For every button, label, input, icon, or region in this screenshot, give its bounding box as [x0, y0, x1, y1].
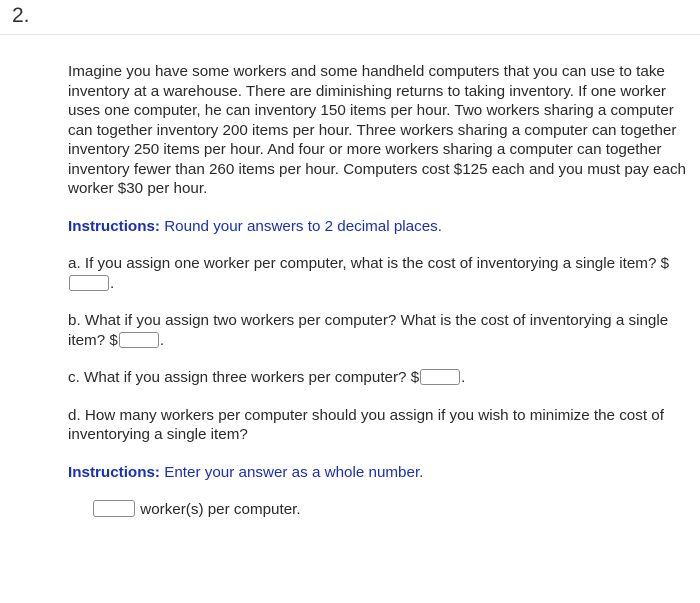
question-a-text: a. If you assign one worker per computer, what is the cost of inventorying a single item? $ [68, 255, 670, 272]
question-d-answer-suffix: worker(s) per computer. [140, 501, 301, 518]
question-number: 2. [12, 4, 30, 27]
instructions-whole-number [68, 463, 694, 483]
instructions-label: Instructions: [68, 463, 160, 481]
answer-a-input[interactable] [69, 275, 109, 291]
question-b-suffix: . [159, 331, 165, 349]
header-divider [0, 34, 700, 35]
question-d: d. How many workers per computer should you assign if you wish to minimize the cost of inventorying a single item? [68, 406, 664, 443]
question-c-text: c. What if you assign three workers per computer? $ [68, 369, 420, 386]
instructions-text: Enter your answer as a whole number. [164, 463, 424, 481]
question-d-answer-row [92, 500, 694, 520]
answer-d-input[interactable] [93, 500, 135, 517]
intro-paragraph: Imagine you have some workers and some handheld computers that you can use to take inventory at a warehouse. There are diminishing returns to taking inventory. If one worker uses one computer, he can inventory 150 items per hour. Two workers sharing a computer can together inventory 200 items per hour. Three workers sharing a computer can together inventory 250 items per hour. And four or more workers sharing a computer can together inventory fewer than 260 items per hour. Computers cost $125 each and you must pay each worker $30 per hour. [68, 63, 686, 197]
instructions-label: Instructions: [68, 217, 160, 235]
question-b [68, 311, 694, 350]
question-b-text: b. What if you assign two workers per computer? What is the cost of inventorying a single item? $ [68, 312, 669, 349]
question-a-suffix: . [110, 274, 115, 292]
question-c [68, 368, 694, 388]
question-body [68, 62, 694, 520]
question-c-suffix: . [461, 369, 466, 386]
answer-b-input[interactable] [119, 332, 159, 348]
instructions-round [68, 217, 694, 237]
answer-c-input[interactable] [420, 369, 460, 385]
instructions-text: Round your answers to 2 decimal places. [164, 217, 442, 235]
question-a [68, 254, 694, 293]
